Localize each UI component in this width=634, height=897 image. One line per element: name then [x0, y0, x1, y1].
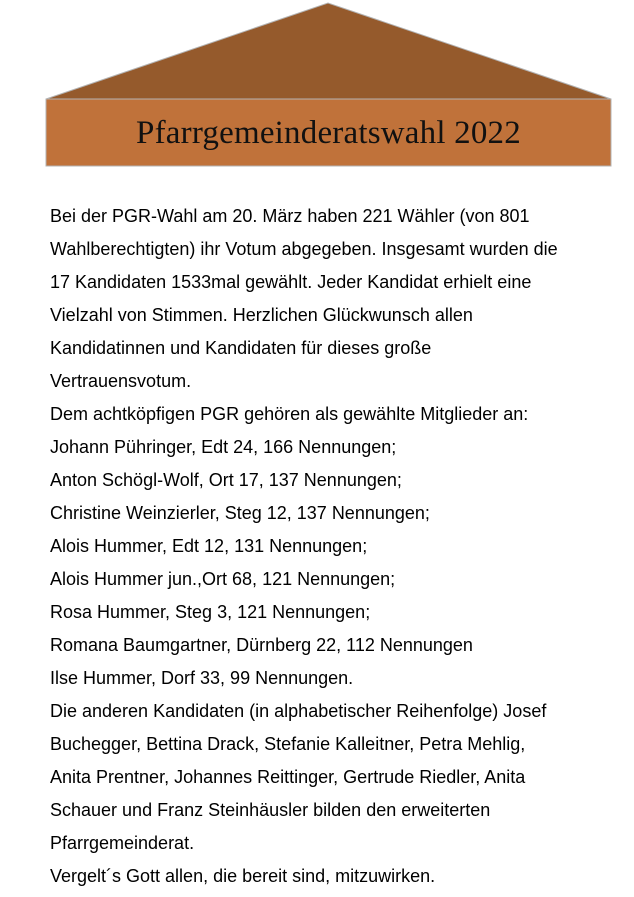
- closing-line: Vergelt´s Gott allen, die bereit sind, mitzuwirken.: [50, 866, 436, 886]
- text-line: Bei der PGR-Wahl am 20. März haben 221 Wähler (von 801: [50, 206, 530, 226]
- text-line: Dem achtköpfigen PGR gehören als gewählte Mitglieder an:: [50, 404, 529, 424]
- text-line: Anita Prentner, Johannes Reittinger, Gertrude Riedler, Anita: [50, 767, 526, 787]
- text-line: Vielzahl von Stimmen. Herzlichen Glückwunsch allen: [50, 305, 473, 325]
- text-line: Vertrauensvotum.: [50, 371, 192, 391]
- article-body: [50, 200, 610, 893]
- member-line: Romana Baumgartner, Dürnberg 22, 112 Nennungen: [50, 635, 473, 655]
- text-line: Die anderen Kandidaten (in alphabetischer Reihenfolge) Josef: [50, 701, 547, 721]
- member-line: Christine Weinzierler, Steg 12, 137 Nennungen;: [50, 503, 430, 523]
- text-line: Kandidatinnen und Kandidaten für dieses große: [50, 338, 432, 358]
- member-line: Alois Hummer jun.,Ort 68, 121 Nennungen;: [50, 569, 396, 589]
- text-line: Pfarrgemeinderat.: [50, 833, 195, 853]
- text-line: Wahlberechtigten) ihr Votum abgegeben. Insgesamt wurden die: [50, 239, 558, 259]
- member-line: Ilse Hummer, Dorf 33, 99 Nennungen.: [50, 668, 354, 688]
- member-line: Anton Schögl-Wolf, Ort 17, 137 Nennungen;: [50, 470, 402, 490]
- roof-triangle: [46, 3, 611, 99]
- text-line: 17 Kandidaten 1533mal gewählt. Jeder Kandidat erhielt eine: [50, 272, 532, 292]
- text-line: Schauer und Franz Steinhäusler bilden den erweiterten: [50, 800, 491, 820]
- text-line: Buchegger, Bettina Drack, Stefanie Kalleitner, Petra Mehlig,: [50, 734, 526, 754]
- member-line: Alois Hummer, Edt 12, 131 Nennungen;: [50, 536, 368, 556]
- member-line: Rosa Hummer, Steg 3, 121 Nennungen;: [50, 602, 371, 622]
- page-title: Pfarrgemeinderatswahl 2022: [136, 114, 521, 151]
- member-line: Johann Pühringer, Edt 24, 166 Nennungen;: [50, 437, 397, 457]
